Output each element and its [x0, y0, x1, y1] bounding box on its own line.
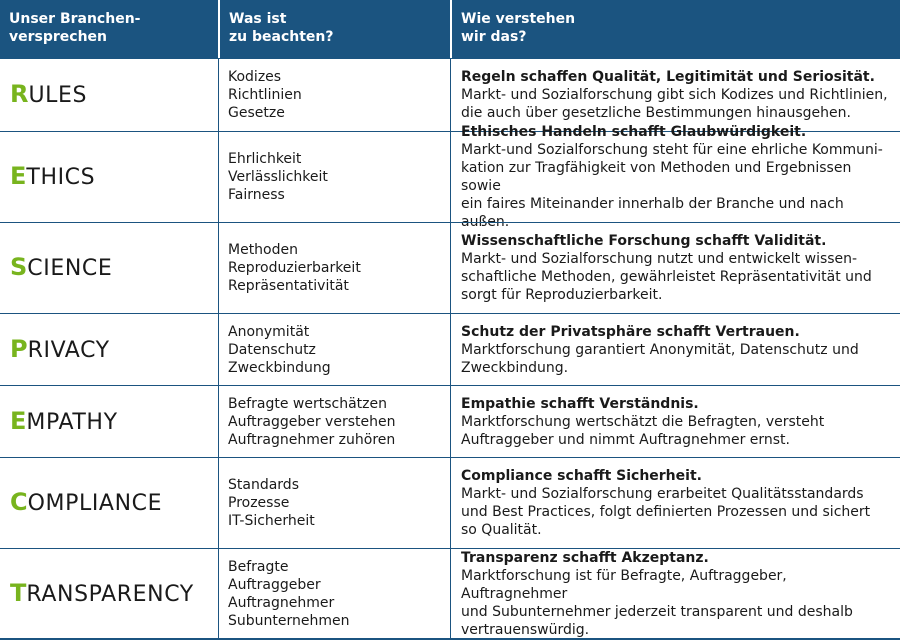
- promise-cell: [0, 457, 218, 548]
- consider-cell: [218, 58, 450, 131]
- consider-item: Auftragnehmer: [228, 594, 335, 611]
- promise-cell: [0, 313, 218, 385]
- header-consider-line: zu beachten?: [229, 29, 334, 45]
- promise-rest: CIENCE: [27, 256, 113, 281]
- header-promise-line: versprechen: [9, 29, 108, 45]
- understanding-line: Marktforschung ist für Befragte, Auftraggeber, Auftragnehmer: [461, 567, 787, 602]
- promise-rest: RIVACY: [27, 337, 110, 363]
- promise-initial: R: [10, 80, 29, 108]
- consider-cell: [218, 131, 450, 222]
- understanding-line: und Best Practices, folgt definierten Prozessen und sichert: [461, 504, 871, 520]
- consider-item: Datenschutz: [228, 341, 316, 358]
- understanding-line: die auch über gesetzliche Bestimmungen hinausgehen.: [461, 105, 851, 121]
- consider-item: Kodizes: [228, 69, 282, 85]
- promise-rest: RANSPARENCY: [26, 581, 194, 607]
- header-understanding-line: wir das?: [461, 29, 527, 45]
- consider-item: Gesetze: [228, 105, 285, 121]
- promise-word: [0, 489, 218, 517]
- consider-item: Reproduzierbarkeit: [228, 260, 361, 276]
- promise-initial: S: [10, 253, 28, 281]
- understanding-cell: [450, 222, 900, 313]
- promise-word: [0, 81, 218, 109]
- understanding-line: Marktforschung garantiert Anonymität, Datenschutz und: [461, 341, 859, 358]
- promise-initial: P: [10, 334, 28, 363]
- understanding-headline: Compliance schafft Sicherheit.: [461, 468, 702, 484]
- consider-item: Befragte wertschätzen: [228, 395, 387, 412]
- promise-rest: ULES: [28, 83, 88, 108]
- understanding-line: und Subunternehmer jederzeit transparent und deshalb: [461, 603, 853, 620]
- promise-word: [0, 163, 218, 191]
- consider-item: Verlässlichkeit: [228, 169, 328, 185]
- header-promise: [0, 0, 218, 58]
- understanding-headline: Regeln schaffen Qualität, Legitimität und Seriosität.: [461, 69, 875, 85]
- promise-word: [0, 408, 218, 436]
- understanding-line: Markt- und Sozialforschung nutzt und entwickelt wissen-: [461, 251, 858, 267]
- understanding-line: Zweckbindung.: [461, 359, 569, 376]
- understanding-line: Markt- und Sozialforschung erarbeitet Qualitätsstandards: [461, 486, 864, 502]
- promise-cell: [0, 385, 218, 457]
- understanding-cell: [450, 124, 900, 230]
- understanding-cell: [450, 548, 900, 640]
- consider-item: Auftraggeber: [228, 576, 321, 593]
- promise-cell: [0, 131, 218, 222]
- promise-rest: THICS: [26, 165, 96, 190]
- promise-rest: MPATHY: [26, 409, 118, 435]
- understanding-headline: Transparenz schafft Akzeptanz.: [461, 549, 709, 566]
- understanding-line: sorgt für Reproduzierbarkeit.: [461, 287, 663, 303]
- consider-item: Auftragnehmer zuhören: [228, 431, 396, 448]
- consider-item: Anonymität: [228, 323, 310, 340]
- consider-item: IT-Sicherheit: [228, 513, 315, 529]
- promise-initial: E: [10, 406, 27, 435]
- consider-item: Standards: [228, 477, 299, 493]
- consider-cell: [218, 313, 450, 385]
- consider-item: Methoden: [228, 242, 298, 258]
- understanding-cell: [450, 457, 900, 548]
- understanding-line: Markt-und Sozialforschung steht für eine ehrliche Kommuni-: [461, 142, 883, 158]
- consider-item: Repräsentativität: [228, 278, 349, 294]
- header-understanding: [450, 0, 900, 58]
- promise-cell: [0, 58, 218, 131]
- consider-item: Befragte: [228, 558, 289, 575]
- consider-item: Auftraggeber verstehen: [228, 413, 396, 430]
- promise-word: [0, 254, 218, 282]
- promise-rest: OMPLIANCE: [27, 491, 163, 516]
- promise-word: [0, 336, 218, 364]
- understanding-line: vertrauenswürdig.: [461, 621, 590, 638]
- understanding-line: Auftraggeber und nimmt Auftragnehmer ernst.: [461, 431, 790, 448]
- understanding-line: kation zur Tragfähigkeit von Methoden und Ergebnissen sowie: [461, 160, 852, 194]
- consider-item: Fairness: [228, 187, 285, 203]
- understanding-line: Markt- und Sozialforschung gibt sich Kodizes und Richtlinien,: [461, 87, 888, 103]
- consider-cell: [218, 222, 450, 313]
- promise-initial: E: [10, 162, 27, 190]
- consider-cell: [218, 457, 450, 548]
- understanding-line: schaftliche Methoden, gewährleistet Repräsentativität und: [461, 269, 872, 285]
- understanding-headline: Empathie schafft Verständnis.: [461, 395, 699, 412]
- consider-item: Richtlinien: [228, 87, 302, 103]
- header-consider: [218, 0, 450, 58]
- understanding-headline: Wissenschaftliche Forschung schafft Validität.: [461, 233, 827, 249]
- understanding-line: ein faires Miteinander innerhalb der Branche und nach außen.: [461, 196, 844, 230]
- consider-cell: [218, 548, 450, 640]
- understanding-cell: [450, 58, 900, 131]
- promise-cell: [0, 222, 218, 313]
- consider-item: Ehrlichkeit: [228, 151, 302, 167]
- promise-initial: C: [10, 488, 28, 516]
- header-understanding-line: Wie verstehen: [461, 11, 576, 27]
- consider-item: Prozesse: [228, 495, 290, 511]
- understanding-cell: [450, 313, 900, 385]
- promise-cell: [0, 548, 218, 640]
- understanding-line: so Qualität.: [461, 522, 542, 538]
- consider-item: Zweckbindung: [228, 359, 331, 376]
- consider-item: Subunternehmen: [228, 612, 350, 629]
- understanding-headline: Schutz der Privatsphäre schafft Vertrauen.: [461, 323, 800, 340]
- consider-cell: [218, 385, 450, 457]
- understanding-headline: Ethisches Handeln schafft Glaubwürdigkeit.: [461, 124, 807, 140]
- header-consider-line: Was ist: [229, 11, 287, 27]
- understanding-cell: [450, 385, 900, 457]
- promise-word: [0, 580, 218, 608]
- understanding-line: Marktforschung wertschätzt die Befragten, versteht: [461, 413, 825, 430]
- promise-initial: T: [10, 578, 27, 607]
- header-promise-line: Unser Branchen-: [9, 11, 141, 27]
